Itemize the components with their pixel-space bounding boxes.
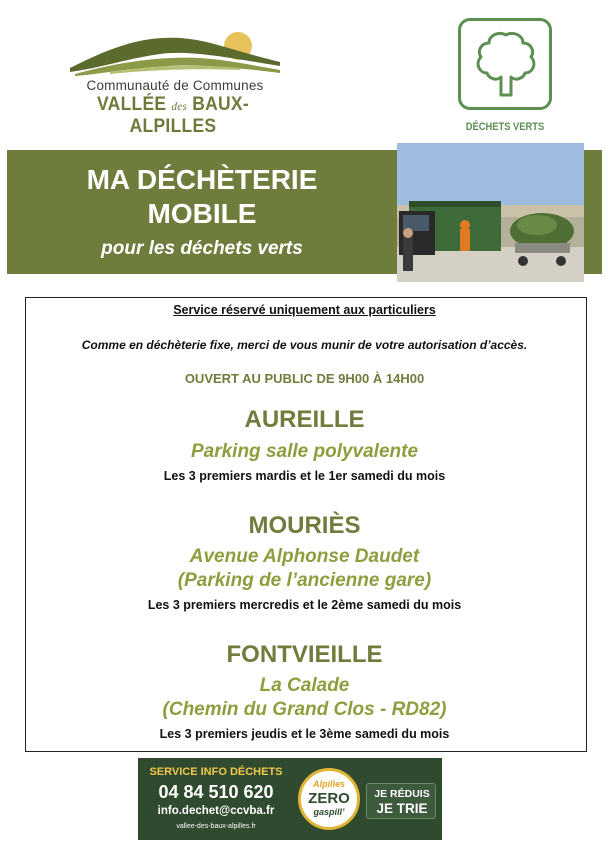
hills-logo-icon — [70, 28, 280, 78]
banner-title-line1: MA DÉCHÈTERIE — [86, 164, 318, 195]
info-footer — [138, 758, 442, 840]
slogan-line2: JE TRIE — [376, 801, 428, 816]
slogan-line1: JE RÉDUIS — [374, 788, 430, 800]
banner-subtitle: pour les déchets verts — [101, 238, 303, 259]
zg-brand: Alpilles — [312, 779, 345, 789]
ccvba-logo — [60, 28, 290, 137]
slogan-box — [366, 783, 436, 819]
badge-label: DÉCHETS VERTS — [465, 121, 545, 133]
footer-website[interactable]: vallee-des-baux-alpilles.fr — [176, 823, 256, 830]
place-mouries-1: Avenue Alphonse Daudet — [189, 546, 420, 567]
town-mouries: MOURIÈS — [248, 512, 361, 539]
zg-sub: gaspill’ — [313, 807, 345, 817]
town-fontvieille: FONTVIEILLE — [226, 641, 383, 668]
footer-email[interactable]: info.dechet@ccvba.fr — [157, 805, 275, 817]
schedule-aureille: Les 3 premiers mardis et le 1er samedi du mois — [163, 469, 446, 483]
green-waste-badge — [458, 18, 552, 110]
schedule-mouries: Les 3 premiers mercredis et le 2ème samedi du mois — [147, 598, 462, 612]
banner-title-line2: MOBILE — [147, 198, 257, 229]
schedule-fontvieille: Les 3 premiers jeudis et le 3ème samedi du mois — [159, 727, 450, 741]
org-line1: Communauté de Communes — [86, 78, 264, 93]
place-aureille: Parking salle polyvalente — [190, 441, 419, 462]
org-line2: VALLÉE des BAUX-ALPILLES — [97, 94, 249, 137]
zero-gaspi-logo — [298, 768, 360, 830]
opening-hours: OUVERT AU PUBLIC DE 9H00 À 14H00 — [184, 371, 425, 386]
service-notice: Service réservé uniquement aux particuliers — [173, 303, 436, 317]
zg-main: ZERO — [308, 790, 350, 807]
access-notice: Comme en déchèterie fixe, merci de vous munir de votre autorisation d’accès. — [81, 338, 528, 352]
town-aureille: AUREILLE — [244, 406, 365, 433]
footer-title: SERVICE INFO DÉCHETS — [149, 766, 283, 778]
place-fontvieille-1: La Calade — [259, 675, 350, 696]
place-mouries-2: (Parking de l’ancienne gare) — [177, 570, 432, 591]
site-photo — [397, 143, 584, 282]
place-fontvieille-2: (Chemin du Grand Clos - RD82) — [162, 699, 447, 720]
photo-illustration — [397, 143, 584, 282]
tree-icon — [473, 29, 539, 101]
footer-phone[interactable]: 04 84 510 620 — [158, 782, 274, 802]
